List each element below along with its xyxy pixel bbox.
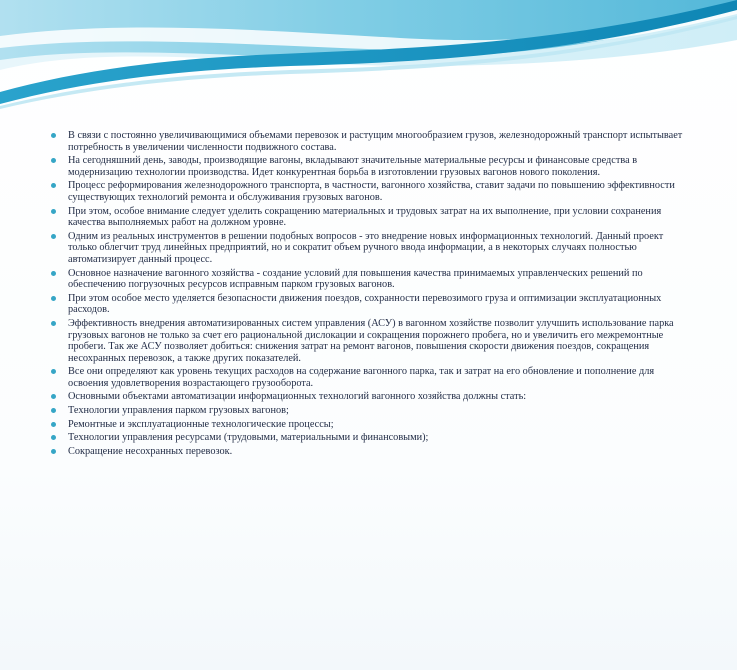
bullet-dot-icon [51, 369, 56, 374]
bullet-dot-icon [51, 158, 56, 163]
bullet-item [50, 155, 690, 178]
bullet-text: Сокращение несохранных перевозок. [68, 445, 233, 457]
bullet-item [50, 268, 690, 291]
bullet-dot-icon [51, 394, 56, 399]
bullet-item [50, 318, 690, 364]
bullet-dot-icon [51, 321, 56, 326]
bullet-text: Основными объектами автоматизации информационных технологий вагонного хозяйства должны стать: [68, 391, 527, 403]
bullet-text: В связи с постоянно увеличивающимися объемами перевозок и растущим многообразием грузов, железнодорожный транспорт испытывает потребность в увеличении численности подвижного состава. [68, 130, 683, 153]
bullet-item [50, 419, 690, 431]
bullet-dot-icon [51, 183, 56, 188]
bullet-text: При этом, особое внимание следует уделить сокращению материальных и трудовых затрат на их выполнение, при условии сохранения качества выполняемых работ на должном уровне. [68, 205, 662, 229]
header-wave-decoration [0, 0, 737, 110]
bullet-item [50, 231, 690, 266]
bullet-content [50, 130, 690, 459]
bullet-dot-icon [51, 234, 56, 239]
bullet-dot-icon [51, 449, 56, 454]
bullet-text: Все они определяют как уровень текущих расходов на содержание вагонного парка, так и затрат на его обновление и пополнение для освоения удовлетворения возрастающего грузооборота. [68, 366, 655, 389]
bullet-text: На сегодняшний день, заводы, производящие вагоны, вкладывают значительные материальные ресурсы и финансовые средства в модернизацию технологии производства. Идет конкурентная борьба в изготовлении грузовых вагонов нового поколения. [68, 155, 638, 178]
bullet-text: Основное назначение вагонного хозяйства - создание условий для повышения качества принимаемых управленческих решений по обеспечению погрузочных ресурсов исправным парком грузовых вагонов. [68, 267, 643, 291]
bullet-text: Эффективность внедрения автоматизированных систем управления (АСУ) в вагонном хозяйстве позволит улучшить использование парка грузовых вагонов не только за счет его рациональной дислокации и сокращения порожнего пробега, но и увеличить его межремонтные пробеги. Так же АСУ позволяет добиться: снижения затрат на ремонт вагонов, повышения скорости движения поездов, сокращения несохранных перевозок, а также других показателей. [68, 317, 674, 364]
bullet-dot-icon [51, 435, 56, 440]
bullet-dot-icon [51, 408, 56, 413]
bullet-item [50, 293, 690, 316]
bullet-list [50, 130, 690, 457]
bullet-item [50, 180, 690, 203]
bullet-text: Технологии управления ресурсами (трудовыми, материальными и финансовыми); [68, 432, 429, 444]
bullet-item [50, 405, 690, 417]
bullet-text: Одним из реальных инструментов в решении подобных вопросов - это внедрение новых информационных технологий. Данный проект только облегчит труд линейных предприятий, но и сократит объем ручного ввода информации, а в некоторых случаях полностью автоматизирует данный процесс. [68, 230, 664, 265]
bullet-item [50, 130, 690, 153]
bullet-text: Ремонтные и эксплуатационные технологические процессы; [68, 418, 334, 430]
bullet-item [50, 446, 690, 458]
bullet-item [50, 432, 690, 444]
bullet-dot-icon [51, 422, 56, 427]
bullet-text: При этом особое место уделяется безопасности движения поездов, сохранности перевозимого груза и оптимизации эксплуатационных расходов. [68, 292, 662, 316]
bullet-text: Процесс реформирования железнодорожного транспорта, в частности, вагонного хозяйства, ставит задачи по повышению эффективности существующих технологий ремонта и обслуживания грузовых вагонов. [68, 180, 675, 203]
bullet-item [50, 206, 690, 229]
bullet-text: Технологии управления парком грузовых вагонов; [68, 405, 289, 417]
bullet-item [50, 366, 690, 389]
bullet-item [50, 391, 690, 403]
bullet-dot-icon [51, 133, 56, 138]
bullet-dot-icon [51, 209, 56, 214]
bullet-dot-icon [51, 271, 56, 276]
bullet-dot-icon [51, 296, 56, 301]
